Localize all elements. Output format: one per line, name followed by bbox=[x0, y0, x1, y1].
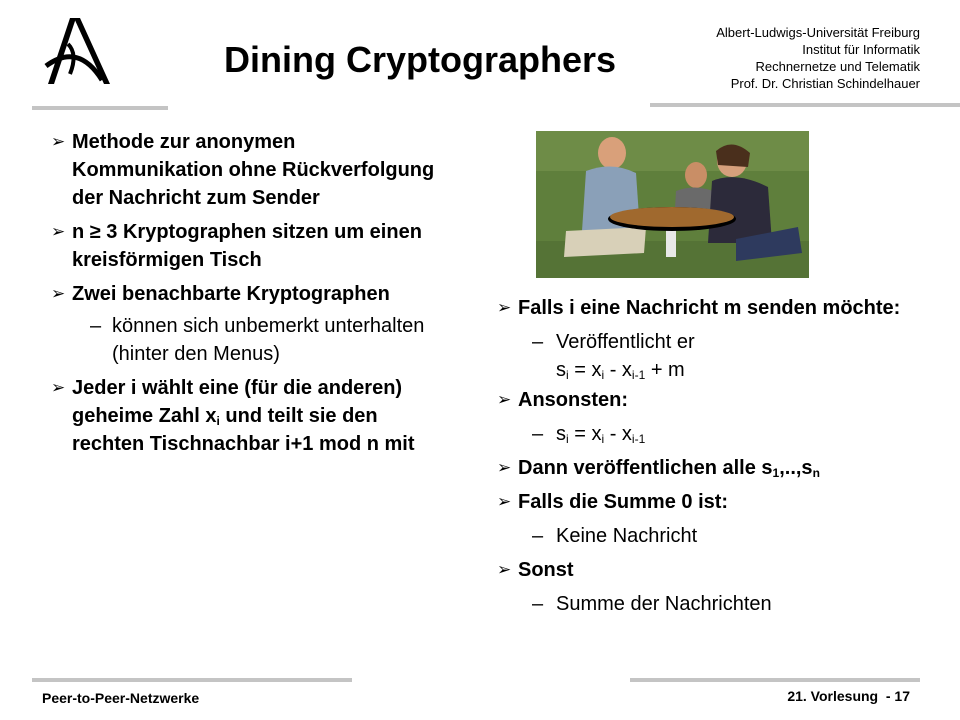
arrow-bullet-icon: ➢ bbox=[51, 222, 66, 241]
sub-bullet-item bbox=[514, 522, 916, 550]
arrow-bullet-icon: ➢ bbox=[497, 492, 512, 511]
sub-bullet-item bbox=[50, 312, 440, 368]
bullet-text: Falls i eine Nachricht m senden möchte: bbox=[518, 297, 901, 319]
sub-bullet-text: Keine Nachricht bbox=[556, 525, 698, 547]
institution-line: Rechnernetze und Telematik bbox=[755, 59, 920, 74]
bullet-item bbox=[496, 294, 916, 322]
sub-bullet-item bbox=[514, 328, 916, 384]
institution-line: Prof. Dr. Christian Schindelhauer bbox=[730, 76, 920, 91]
institution-line: Albert-Ludwigs-Universität Freiburg bbox=[716, 25, 920, 40]
dash-marker: – bbox=[532, 331, 544, 353]
dash-marker: – bbox=[90, 315, 102, 337]
arrow-bullet-icon: ➢ bbox=[497, 390, 512, 409]
arrow-bullet-icon: ➢ bbox=[497, 560, 512, 579]
bullet-text: Falls die Summe 0 ist: bbox=[518, 491, 729, 513]
sub-bullet-item bbox=[514, 590, 916, 618]
bullet-item bbox=[496, 454, 916, 482]
header-rule-left bbox=[32, 106, 168, 110]
institution-block bbox=[716, 24, 920, 92]
university-logo-icon bbox=[40, 14, 116, 88]
arrow-bullet-icon: ➢ bbox=[51, 284, 66, 303]
dash-marker: – bbox=[532, 525, 544, 547]
bullet-item bbox=[50, 280, 440, 308]
left-column bbox=[50, 128, 440, 464]
bullet-item bbox=[496, 386, 916, 414]
arrow-bullet-icon: ➢ bbox=[497, 298, 512, 317]
dash-marker: – bbox=[532, 593, 544, 615]
right-column bbox=[496, 294, 916, 624]
sub-bullet-text: können sich unbemerkt unterhalten (hinter den Menus) bbox=[112, 315, 425, 365]
bullet-item bbox=[50, 374, 440, 458]
formula-text: $s_i = x_i - x_{i-1}$ bbox=[556, 423, 646, 446]
footer-lecture-number: 21. Vorlesung - 17 bbox=[787, 688, 910, 704]
sub-bullet-text: Summe der Nachrichten bbox=[556, 593, 772, 615]
footer-rule-right bbox=[630, 678, 920, 682]
bullet-item bbox=[50, 218, 440, 274]
bullet-text: Dann veröffentlichen alle $s_1,..,s_n$ bbox=[518, 457, 820, 480]
slide-title: Dining Cryptographers bbox=[223, 39, 617, 80]
arrow-bullet-icon: ➢ bbox=[497, 458, 512, 477]
bullet-item bbox=[496, 556, 916, 584]
footer-rule-left bbox=[32, 678, 352, 682]
bullet-text: n ≥ 3 Kryptographen sitzen um einen kreisförmigen Tisch bbox=[72, 221, 422, 271]
cryptographers-photo bbox=[536, 131, 809, 278]
bullet-text: Jeder i wählt eine (für die anderen) geheime Zahl $x_i$ und teilt sie den rechten Tischnachbar i+1 mod n mit bbox=[72, 377, 415, 455]
footer-course-name: Peer-to-Peer-Netzwerke bbox=[42, 690, 200, 706]
sub-bullet-item bbox=[514, 420, 916, 448]
bullet-text: Methode zur anonymen Kommunikation ohne Rückverfolgung der Nachricht zum Sender bbox=[72, 131, 435, 209]
dash-marker: – bbox=[532, 423, 544, 445]
bullet-text: Zwei benachbarte Kryptographen bbox=[72, 283, 390, 305]
bullet-text: Ansonsten: bbox=[518, 389, 628, 411]
bullet-text: Sonst bbox=[518, 559, 574, 581]
formula-text: $s_i = x_i - x_{i-1} + m$ bbox=[556, 359, 685, 382]
sub-bullet-text: Veröffentlicht er bbox=[556, 331, 695, 353]
bullet-item bbox=[50, 128, 440, 212]
arrow-bullet-icon: ➢ bbox=[51, 132, 66, 151]
institution-line: Institut für Informatik bbox=[802, 42, 920, 57]
bullet-item bbox=[496, 488, 916, 516]
header-rule-right bbox=[650, 103, 960, 107]
arrow-bullet-icon: ➢ bbox=[51, 378, 66, 397]
